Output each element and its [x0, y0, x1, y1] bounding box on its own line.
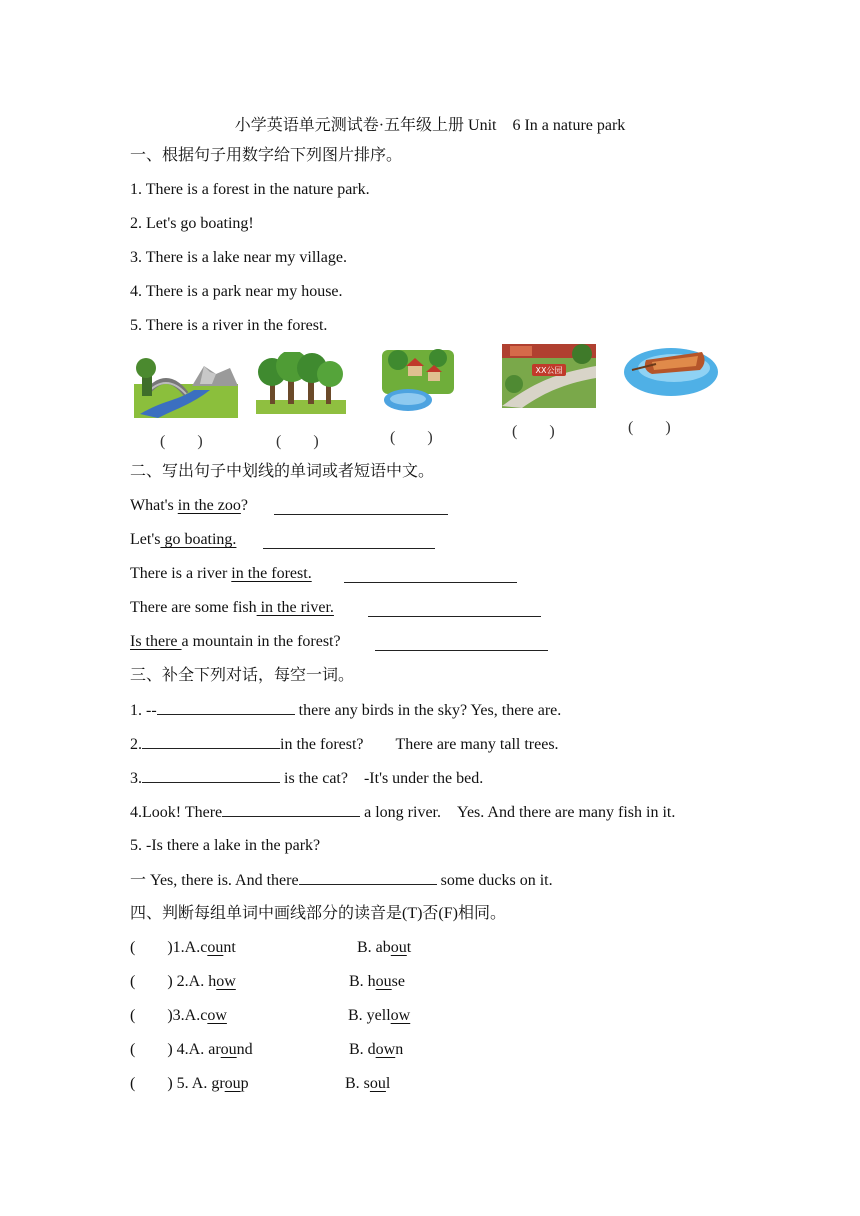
page-title: 小学英语单元测试卷·五年级上册 Unit 6 In a nature park	[234, 117, 626, 134]
answer-paren: ( ) 4.A. ar	[130, 1041, 221, 1058]
s2-answer-blank-4[interactable]	[368, 602, 541, 617]
park-sign-text: XX公园	[535, 366, 563, 375]
s4-row-4: ( ) 4.A. around	[130, 1041, 253, 1058]
s3-item-1: 1. -- there any birds in the sky? Yes, there are.	[130, 702, 562, 719]
s2-item-5: Is there a mountain in the forest?	[130, 633, 341, 650]
section-3-heading: 三、补全下列对话，每空一词。	[130, 667, 355, 684]
s4-row-2: ( ) 2.A. how	[130, 973, 236, 990]
s4-row-2-option-b: B. house	[349, 973, 405, 990]
underlined-phrase: in the zoo	[177, 497, 241, 514]
section-1-heading: 一、根据句子用数字给下列图片排序。	[130, 147, 403, 164]
s2-item-4: There are some fish in the river.	[130, 599, 334, 616]
s1-item-1: 1. There is a forest in the nature park.	[130, 181, 370, 198]
underlined-phrase: Is there	[130, 633, 182, 650]
fill-blank[interactable]	[299, 870, 437, 885]
answer-paren: ( ) 2.A. h	[130, 973, 217, 990]
underlined-phrase: in the river.	[256, 599, 334, 616]
s1-item-5: 5. There is a river in the forest.	[130, 317, 328, 334]
s1-item-4: 4. There is a park near my house.	[130, 283, 343, 300]
s3-item-6: 一 Yes, there is. And there some ducks on it.	[130, 872, 553, 889]
section-2-heading: 二、写出句子中划线的单词或者短语中文。	[130, 463, 435, 480]
fill-blank[interactable]	[142, 734, 280, 749]
s2-answer-blank-2[interactable]	[263, 534, 435, 549]
s4-row-3: ( )3.A.cow	[130, 1007, 227, 1024]
s4-row-1-option-b: B. about	[357, 939, 412, 956]
s4-row-1: ( )1.A.count	[130, 939, 236, 956]
river-bridge-picture	[134, 356, 238, 418]
park-picture	[502, 344, 596, 408]
answer-paren: ( ) 5. A. gr	[130, 1075, 225, 1092]
fill-blank[interactable]	[222, 802, 360, 817]
s2-item-1: What's in the zoo?	[130, 497, 248, 514]
s4-row-4-option-b: B. down	[349, 1041, 404, 1058]
s2-item-3: There is a river in the forest.	[130, 565, 312, 582]
s2-answer-blank-1[interactable]	[274, 500, 448, 515]
boat-lake-picture	[622, 340, 720, 398]
s2-answer-blank-3[interactable]	[344, 568, 517, 583]
answer-paren-4[interactable]: ( )	[512, 423, 555, 440]
s2-item-2: Let's go boating.	[130, 531, 237, 548]
fill-blank[interactable]	[142, 768, 280, 783]
answer-paren: ( )3.A.c	[130, 1007, 208, 1024]
s3-item-3: 3. is the cat? -It's under the bed.	[130, 770, 484, 787]
answer-paren-5[interactable]: ( )	[628, 419, 671, 436]
s2-answer-blank-5[interactable]	[375, 636, 548, 651]
underlined-phrase: go boating.	[160, 531, 237, 548]
s3-item-4: 4.Look! There a long river. Yes. And there are many fish in it.	[130, 804, 676, 821]
s3-item-5: 5. -Is there a lake in the park?	[130, 837, 321, 854]
s3-item-2: 2. in the forest? There are many tall trees.	[130, 736, 559, 753]
section-4-heading: 四、判断每组单词中画线部分的读音是(T)否(F)相同。	[130, 905, 506, 922]
answer-paren: ( )1.A.c	[130, 939, 208, 956]
s4-row-5-option-b: B. soul	[345, 1075, 391, 1092]
answer-paren-1[interactable]: ( )	[160, 433, 203, 450]
village-lake-picture	[378, 344, 458, 418]
answer-paren-3[interactable]: ( )	[390, 429, 433, 446]
answer-paren-2[interactable]: ( )	[276, 433, 319, 450]
s4-row-5: ( ) 5. A. group	[130, 1075, 249, 1092]
s1-item-2: 2. Let's go boating!	[130, 215, 254, 232]
s4-row-3-option-b: B. yellow	[348, 1007, 411, 1024]
forest-picture	[256, 352, 346, 414]
fill-blank[interactable]	[157, 700, 295, 715]
s1-item-3: 3. There is a lake near my village.	[130, 249, 347, 266]
underlined-phrase: in the forest.	[231, 565, 312, 582]
